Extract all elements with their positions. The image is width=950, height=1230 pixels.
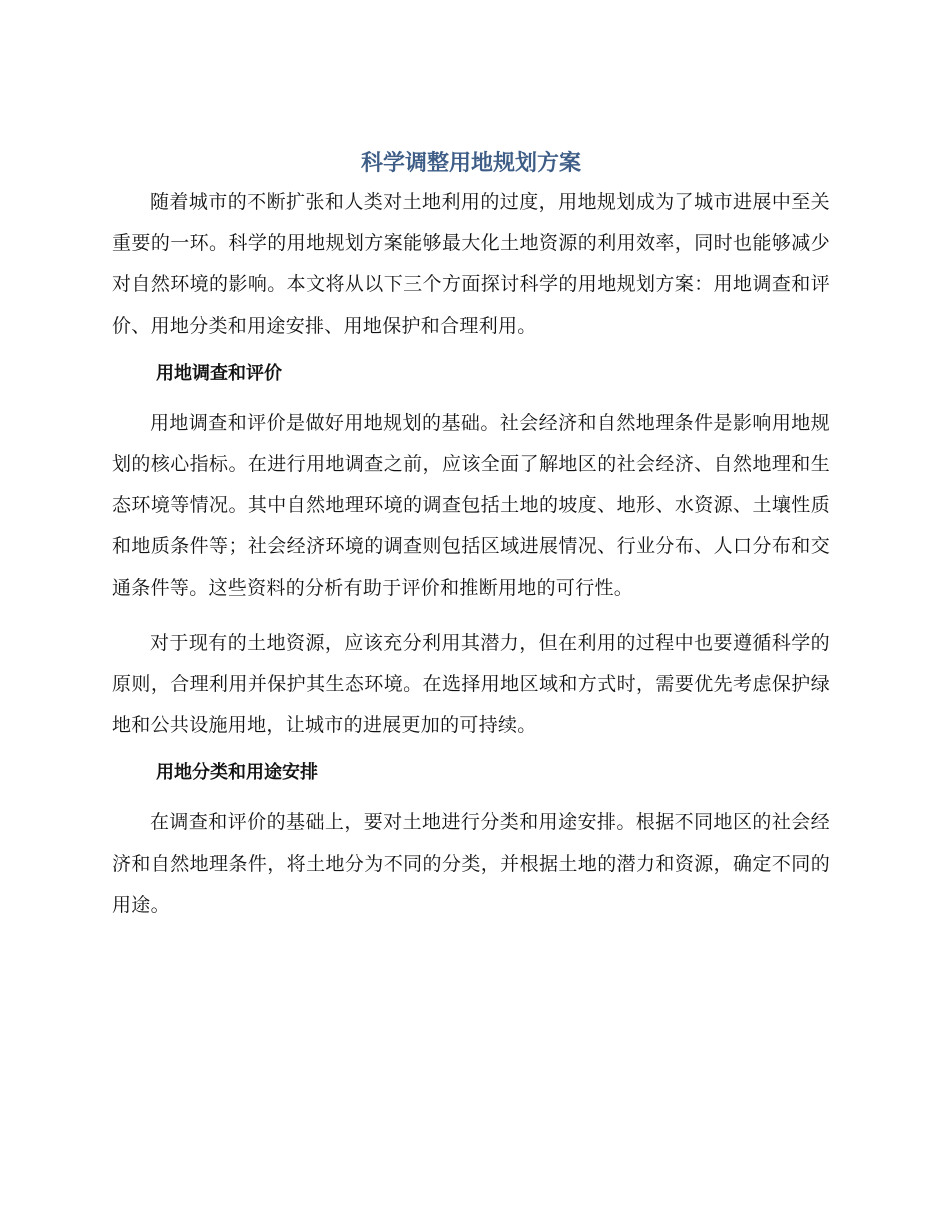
spacer: [112, 746, 830, 760]
survey-paragraph-1: 用地调查和评价是做好用地规划的基础。社会经济和自然地理条件是影响用地规划的核心指标。在进行用地调查之前，应该全面了解地区的社会经济、自然地理和生态环境等情况。其中自然地理环境的调查包括土地的坡度、地形、水资源、土壤性质和地质条件等；社会经济环境的调查则包括区域进展情况、行业分布、人口分布和交通条件等。这些资料的分析有助于评价和推断用地的可行性。: [112, 411, 830, 599]
spacer: [112, 786, 830, 802]
spacer: [112, 387, 830, 403]
document-page: [112, 146, 830, 926]
section-heading-classification: 用地分类和用途安排: [156, 762, 318, 784]
survey-paragraph-2: 对于现有的土地资源，应该充分利用其潜力，但在利用的过程中也要遵循科学的原则，合理利用并保护其生态环境。在选择用地区域和方式时，需要优先考虑保护绿地和公共设施用地，让城市的进展更加的可持续。: [112, 631, 830, 737]
intro-paragraph: 随着城市的不断扩张和人类对土地利用的过度，用地规划成为了城市进展中至关重要的一环。科学的用地规划方案能够最大化土地资源的利用效率，同时也能够减少对自然环境的影响。本文将从以下三个方面探讨科学的用地规划方案：用地调查和评价、用地分类和用途安排、用地保护和合理利用。: [112, 191, 830, 337]
section-heading-survey: 用地调查和评价: [156, 362, 282, 384]
document-title: 科学调整用地规划方案: [360, 151, 581, 176]
classification-paragraph-1: 在调查和评价的基础上，要对土地进行分类和用途安排。根据不同地区的社会经济和自然地理条件，将土地分为不同的分类，并根据土地的潜力和资源，确定不同的用途。: [112, 811, 830, 916]
spacer: [112, 609, 830, 623]
spacer: [112, 347, 830, 361]
